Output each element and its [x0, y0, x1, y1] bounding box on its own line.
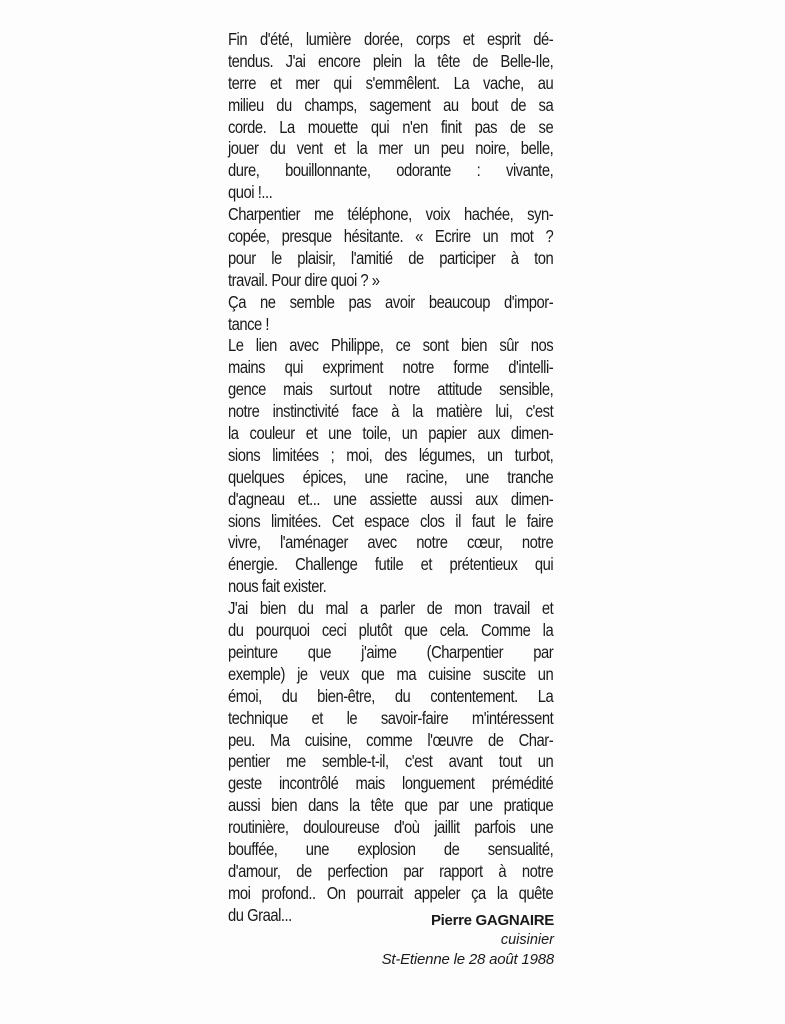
text-line: aussi bien dans la tête que par une pratique [228, 795, 554, 816]
text-line: Fin d'été, lumière dorée, corps et esprit dé- [228, 29, 554, 49]
text-line: jouer du vent et la mer un peu noire, belle, [228, 138, 554, 159]
text-line: la couleur et une toile, un papier aux dimen- [228, 423, 554, 444]
text-line: Ça ne semble pas avoir beaucoup d'impor- [228, 291, 554, 312]
text-line: dure, bouillonnante, odorante : vivante, [228, 160, 554, 181]
text-line: du pourquoi ceci plutôt que cela. Comme la [228, 620, 554, 641]
text-line: technique et le savoir-faire m'intéressent [228, 707, 554, 728]
text-line: tance ! [228, 313, 270, 334]
text-line: d'amour, de perfection par rapport à notre [228, 860, 554, 881]
text-line: peinture que j'aime (Charpentier par [228, 641, 554, 662]
text-line: travail. Pour dire quoi ? » [228, 269, 380, 290]
author-role: cuisinier [500, 932, 554, 948]
text-line: J'ai bien du mal a parler de mon travail et [228, 598, 554, 619]
text-line: sions limitées. Cet espace clos il faut le faire [228, 510, 554, 531]
text-line: Charpentier me téléphone, voix hachée, syn- [228, 204, 554, 225]
text-line: pentier me semble-t-il, c'est avant tout un [228, 751, 554, 772]
text-column [228, 29, 554, 927]
text-line: notre instinctivité face à la matière lui, c'est [228, 401, 554, 422]
text-line: nous fait exister. [228, 576, 327, 597]
text-line: d'agneau et... une assiette aussi aux dimen- [228, 488, 554, 509]
text-line: émoi, du bien-être, du contentement. La [228, 685, 554, 706]
text-line: gence mais surtout notre attitude sensible, [228, 379, 554, 400]
text-line: milieu du champs, sagement au bout de sa [228, 94, 554, 115]
text-line: pour le plaisir, l'amitié de participer à ton [228, 247, 554, 268]
text-line: Le lien avec Philippe, ce sont bien sûr nos [228, 335, 554, 356]
text-line: énergie. Challenge futile et prétentieux qui [228, 554, 554, 575]
text-line: terre et mer qui s'emmêlent. La vache, au [228, 72, 554, 93]
place-date: St-Etienne le 28 août 1988 [381, 951, 554, 968]
text-line: exemple) je veux que ma cuisine suscite un [228, 663, 554, 684]
text-line: moi profond.. On pourrait appeler ça la quête [228, 882, 554, 903]
text-line: sions limitées ; moi, des légumes, un turbot, [228, 444, 554, 465]
text-line: routinière, douloureuse d'où jaillit parfois une [228, 817, 554, 838]
author-name: Pierre GAGNAIRE [430, 912, 554, 929]
text-line: vivre, l'aménager avec notre cœur, notre [228, 532, 554, 553]
text-line: bouffée, une explosion de sensualité, [228, 838, 554, 859]
text-line: geste incontrôlé mais longuement prémédité [228, 773, 554, 794]
text-line: quoi !... [228, 182, 273, 203]
text-line: copée, presque hésitante. « Ecrire un mot ? [228, 226, 554, 247]
text-line: corde. La mouette qui n'en finit pas de se [228, 116, 554, 137]
text-line: tendus. J'ai encore plein la tête de Belle-Ile, [228, 50, 554, 71]
signature-block [228, 911, 554, 970]
text-line: du Graal... [228, 904, 292, 925]
text-line: peu. Ma cuisine, comme l'œuvre de Char- [228, 729, 554, 750]
text-line: quelques épices, une racine, une tranche [228, 466, 554, 487]
text-line: mains qui expriment notre forme d'intelli- [228, 357, 554, 378]
